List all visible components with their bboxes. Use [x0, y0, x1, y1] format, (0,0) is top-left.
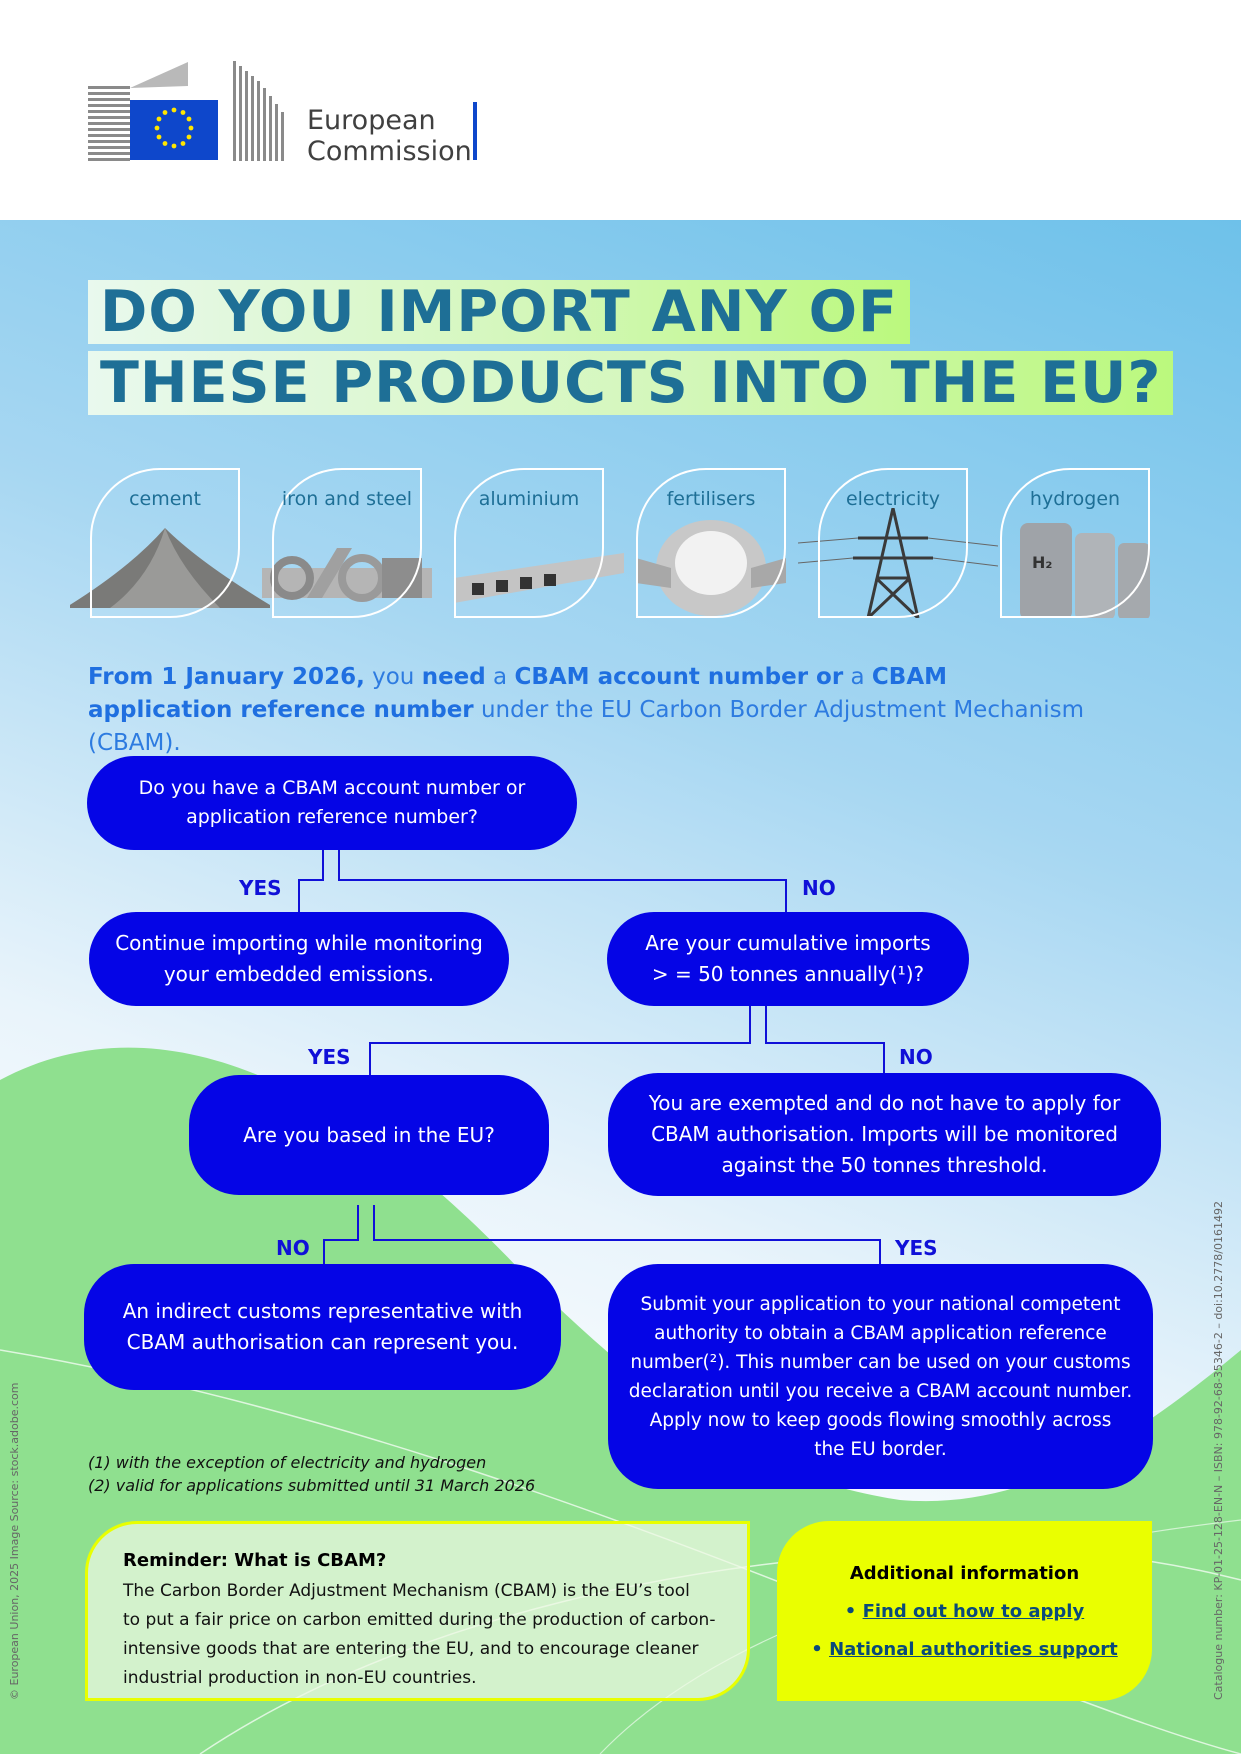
node-line: An indirect customs representative with	[122, 1299, 523, 1323]
result-continue-importing	[89, 912, 509, 1006]
label-yes-3: YES	[895, 1236, 938, 1260]
footnote-1: (1) with the exception of electricity and hydrogen	[88, 1453, 487, 1472]
label-no-2: NO	[899, 1045, 933, 1069]
question-cumulative-imports	[607, 912, 969, 1006]
product-label: iron and steel	[281, 488, 413, 510]
reminder-box	[85, 1521, 750, 1701]
intro-t2: you	[364, 664, 422, 690]
product-label: aluminium	[478, 488, 580, 510]
result-exempted	[608, 1073, 1161, 1196]
product-label: electricity	[845, 488, 941, 510]
additional-info-title: Additional information	[849, 1563, 1080, 1584]
node-line: Are you based in the EU?	[243, 1123, 495, 1147]
reminder-line: The Carbon Border Adjustment Mechanism (CBAM) is the EU’s tool	[123, 1581, 690, 1601]
footnotes	[88, 1451, 535, 1497]
national-authorities-support-link[interactable]: National authorities support	[829, 1639, 1118, 1660]
find-out-how-to-apply-link[interactable]: Find out how to apply	[862, 1601, 1085, 1622]
node-line: > = 50 tonnes annually(¹)?	[651, 962, 925, 986]
reminder-line: to put a fair price on carbon emitted during the production of carbon-	[123, 1610, 716, 1630]
intro-account: CBAM account number or	[514, 664, 844, 690]
node-line: CBAM authorisation. Imports will be monitored	[651, 1122, 1118, 1146]
node-line: your embedded emissions.	[163, 962, 435, 986]
node-line: authority to obtain a CBAM application reference	[654, 1322, 1107, 1344]
reminder-title: Reminder: What is CBAM?	[123, 1550, 387, 1571]
node-line: You are exempted and do not have to apply for	[648, 1091, 1121, 1115]
intro-t8: under the EU Carbon Border Adjustment Mechanism (CBAM).	[88, 697, 1084, 756]
copyright-note: © European Union, 2025 Image Source: stock.adobe.com	[8, 1382, 21, 1700]
node-line: Are your cumulative imports	[645, 931, 931, 955]
intro-reference: CBAM application reference number	[88, 664, 948, 723]
question-has-cbam-number	[87, 756, 577, 850]
catalogue-number: Catalogue number: KP-01-25-128-EN-N – ISBN: 978-92-68-35346-2 – doi:10.2778/0161492	[1212, 1201, 1225, 1700]
logo-line-2: Commission	[307, 136, 472, 167]
intro-t6: a	[843, 664, 872, 690]
result-submit-application	[608, 1264, 1153, 1489]
node-line: application reference number?	[186, 806, 478, 828]
label-no-1: NO	[802, 876, 836, 900]
reminder-line: industrial production in non-EU countries.	[123, 1668, 477, 1688]
reminder-line: intensive goods that are entering the EU, and to encourage cleaner	[123, 1639, 699, 1659]
node-line: against the 50 tonnes threshold.	[721, 1153, 1048, 1177]
product-label: hydrogen	[1029, 488, 1121, 510]
label-no-3: NO	[276, 1236, 310, 1260]
intro-t4: a	[485, 664, 515, 690]
logo-line-1: European	[307, 105, 436, 136]
intro-need: need	[421, 664, 486, 690]
result-indirect-representative	[84, 1264, 561, 1390]
product-label: fertilisers	[666, 488, 756, 510]
node-line: the EU border.	[814, 1438, 947, 1460]
intro-date: From 1 January 2026,	[88, 664, 365, 690]
title-line-2: THESE PRODUCTS INTO THE EU?	[88, 351, 1173, 415]
product-label: cement	[129, 488, 201, 510]
additional-info-box: Additional information • Find out how to apply • National authorities support	[777, 1521, 1152, 1701]
node-line: Apply now to keep goods flowing smoothly across	[649, 1409, 1112, 1431]
node-line: Continue importing while monitoring	[115, 931, 483, 955]
node-line: Do you have a CBAM account number or	[138, 777, 526, 799]
label-yes-2: YES	[308, 1045, 351, 1069]
node-line: number(²). This number can be used on your customs	[630, 1351, 1131, 1373]
title-line-1: DO YOU IMPORT ANY OF	[88, 280, 910, 344]
node-line: CBAM authorisation can represent you.	[126, 1330, 519, 1354]
label-yes-1: YES	[239, 876, 282, 900]
footnote-2: (2) valid for applications submitted until 31 March 2026	[88, 1476, 536, 1495]
svg-text:H₂: H₂	[1032, 553, 1053, 572]
node-line: declaration until you receive a CBAM account number.	[628, 1380, 1133, 1402]
node-line: Submit your application to your national competent	[640, 1293, 1121, 1315]
question-based-in-eu	[189, 1075, 549, 1195]
